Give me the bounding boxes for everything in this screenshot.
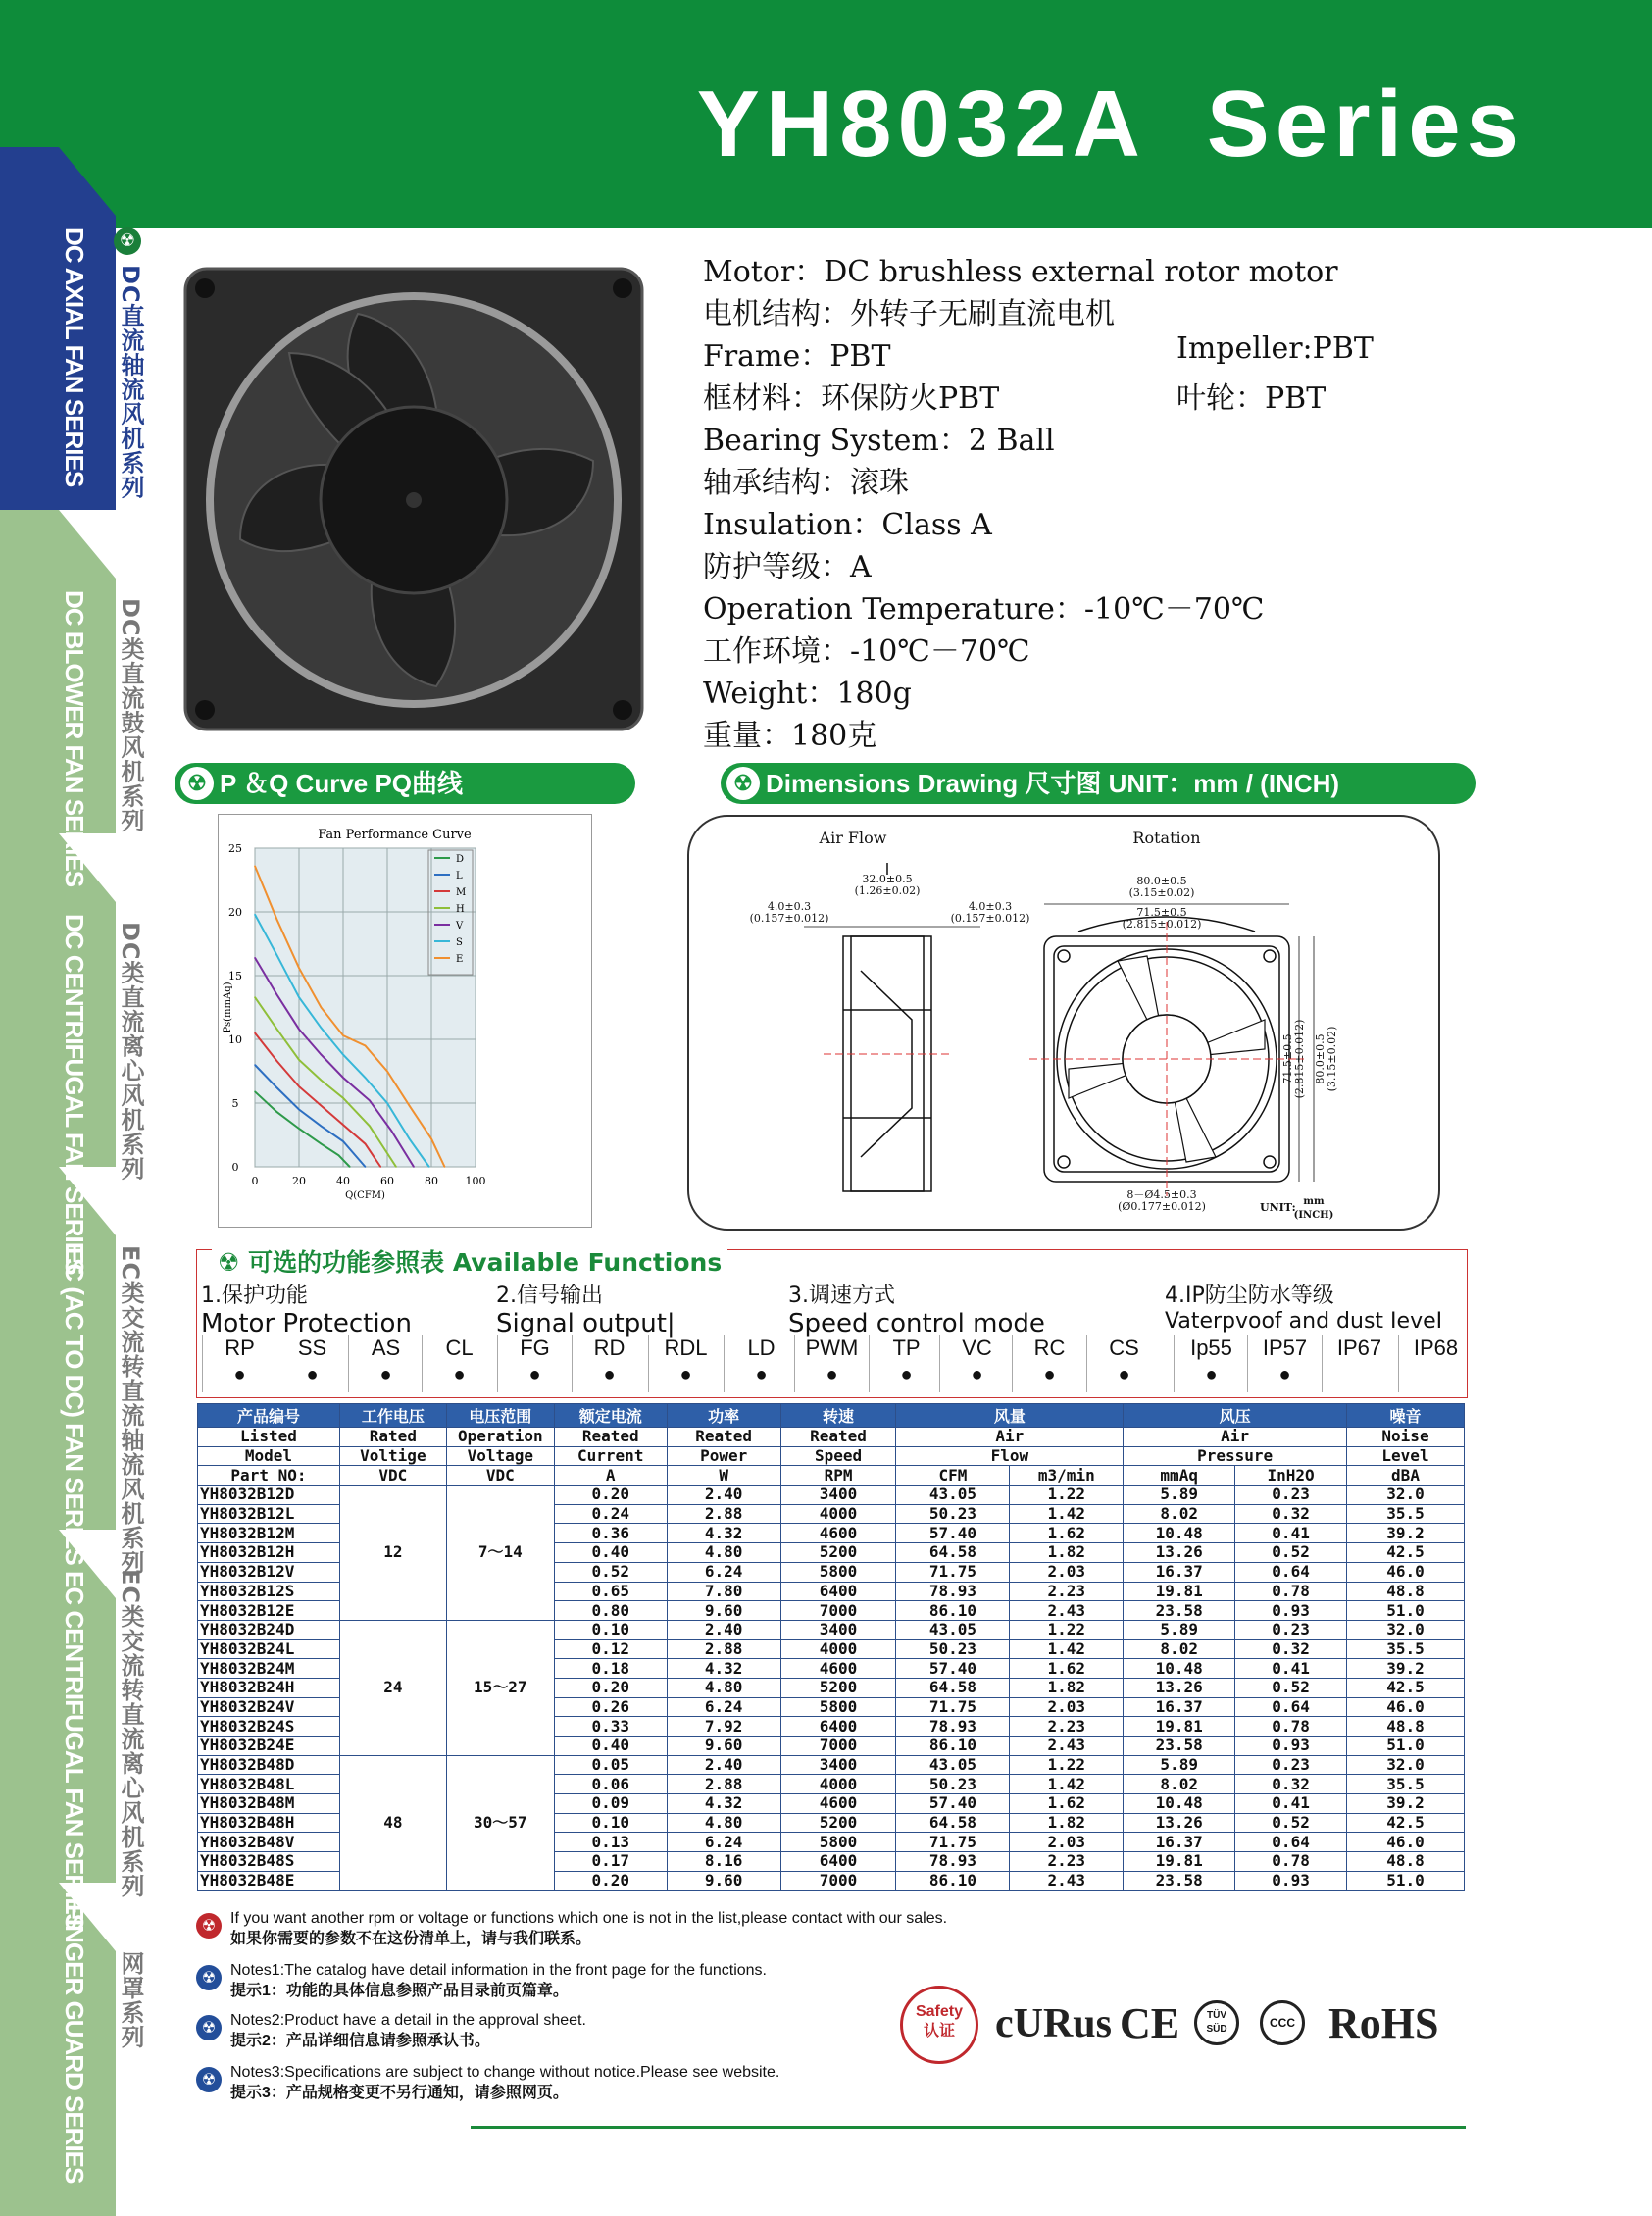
- availability-dot: ●: [1205, 1364, 1218, 1385]
- width-dim-in: (3.15±0.02): [1128, 886, 1195, 899]
- height-dim: 80.0±0.5: [1314, 1033, 1327, 1084]
- spec-temperature-cn: 工作环境：-10℃－70℃: [703, 634, 1030, 669]
- data-point-M: [379, 1166, 381, 1168]
- function-category-speed: 3.调速方式 Speed control mode: [788, 1284, 1045, 1338]
- spec-impeller-cn: 叶轮：PBT: [1176, 381, 1327, 416]
- data-point-H: [298, 1059, 300, 1061]
- table-row: YH8032B24E 0.40 9.60 7000 86.10 2.43 23.58 0.93 51.0: [198, 1737, 1465, 1756]
- data-point-S: [428, 1166, 430, 1168]
- data-point-V: [276, 994, 278, 996]
- legend-label-S: S: [456, 937, 463, 948]
- legend-label-H: H: [456, 904, 465, 915]
- availability-dot: ●: [1118, 1364, 1130, 1385]
- data-point-E: [409, 1105, 411, 1107]
- x-tick-label: 60: [380, 1175, 394, 1187]
- data-point-L: [276, 1087, 278, 1089]
- spec-weight: Weight：180g: [703, 677, 912, 711]
- legend-label-M: M: [456, 887, 467, 898]
- unit-label: UNIT:: [1260, 1201, 1296, 1214]
- data-point-V: [413, 1166, 415, 1168]
- flange-right-dim: 4.0±0.3: [968, 900, 1013, 913]
- availability-dot: ●: [528, 1364, 541, 1385]
- spec-frame: Frame：PBT: [703, 339, 891, 374]
- function-category-ip: 4.IP防尘防水等级 Vaterpvoof and dust IeveI: [1165, 1284, 1443, 1334]
- availability-dot: ●: [900, 1364, 913, 1385]
- table-row: YH8032B12D 12 7～14 0.20 2.40 3400 43.05 1.22 5.89 0.23 32.0: [198, 1486, 1465, 1505]
- data-point-D: [276, 1111, 278, 1113]
- y-tick-label: 15: [228, 970, 242, 982]
- function-code-14: IP57 ●: [1247, 1335, 1322, 1392]
- chart-title: Fan Performance Curve: [318, 828, 472, 842]
- function-code-0: RP ●: [202, 1335, 276, 1392]
- note-1: Notes1:The catalog have detail information in the front page for the functions. 提示1：功能的具体信息参照产品目录前页篇章。: [230, 1962, 767, 1999]
- table-row: YH8032B48S 0.17 8.16 6400 78.93 2.23 19.81 0.78 48.8: [198, 1852, 1465, 1872]
- dimensions-drawing: [686, 814, 1441, 1232]
- radiation-icon: ☢: [218, 1248, 240, 1277]
- radiation-icon: ☢: [726, 767, 760, 800]
- spec-table: 产品编号 工作电压 电压范围 额定电流 功率 转速 风量 风压 噪音 Listed Rated Operation Reated Reated Reated Air Air Noise Model Voltige Voltage Current Power Speed Flow Pressure Level Part NO: VDC VDC A W RPM CFM m3/min mmAq InH2O dBA YH8032B12D 12 7～14 0.20 2.40 3400 43.05 1.22 5.89 0.23 32.0 YH8032B12L 0.24 2.88 4000 50.23 1.42 8.02 0.32 35.5 YH8032B12M 0.36 4.32 4600 57.40 1.62 10.48 0.41 39.2 YH8032B12H 0.40 4.80 5200 64.58 1.82 13.26 0.52 42.5 YH8032B12V 0.52 6.24 5800 71.75 2.03 16.37 0.64 46.0 YH8032B12S 0.65 7.80 6400 78.93 2.23 19.81 0.78 48.8 YH8032B12E 0.80 9.60 7000 86.10 2.43 23.58 0.93 51.0 YH8032B24D 24 15～27 0.10 2.40 3400 43.05 1.22 5.89 0.23 32.0 YH8032B24L 0.12 2.88 4000 50.23 1.42 8.02 0.32 35.5 YH8032B24M 0.18 4.32 4600 57.40 1.62 10.48 0.41 39.2 YH8032B24H 0.20 4.80 5200 64.58 1.82 13.26 0.52 42.5 YH8032B24V 0.26 6.24 5800 71.75 2.03 16.37 0.64 46.0 YH8032B24S 0.33 7.92 6400 78.93 2.23 19.81 0.78 48.8 YH8032B24E 0.40 9.60 7000 86.10 2.43 23.58 0.93 51.0 YH8032B48D 48 30～57 0.05 2.40 3400 43.05 1.22 5.89 0.23 32.0 YH8032B48L 0.06 2.88 4000 50.23 1.42 8.02 0.32 35.5 YH8032B48M 0.09 4.32 4600 57.40 1.62 10.48 0.41 39.2 YH8032B48H 0.10 4.80 5200 64.58 1.82 13.26 0.52 42.5 YH8032B48V 0.13 6.24 5800 71.75 2.03 16.37 0.64 46.0 YH8032B48S 0.17 8.16 6400 78.93 2.23 19.81 0.78 48.8 YH8032B48E 0.20 9.60 7000 86.10 2.43 23.58 0.93 51.0: [197, 1403, 1465, 1891]
- data-point-V: [298, 1029, 300, 1031]
- spec-bearing-cn: 轴承结构：滚珠: [703, 466, 909, 500]
- function-code-6: RDL ●: [648, 1335, 723, 1392]
- table-row: YH8032B48D 48 30～57 0.05 2.40 3400 43.05 1.22 5.89 0.23 32.0: [198, 1755, 1465, 1775]
- data-point-S: [276, 954, 278, 956]
- spec-insulation-cn: 防护等级：A: [703, 550, 872, 584]
- data-point-E: [386, 1071, 388, 1073]
- sidebar-item-ec-centrifugal[interactable]: EC CENTRIFUGAL FAN SERIES EC类交流转直流离心风机系列: [60, 1569, 144, 1931]
- ccc-cert-logo: CCC: [1260, 2000, 1305, 2045]
- data-point-E: [254, 865, 256, 867]
- spec-temperature: Operation Temperature：-10℃－70℃: [703, 592, 1265, 627]
- thickness-dim-in: (1.26±0.02): [854, 884, 921, 897]
- functions-title: ☢ 可选的功能参照表 Available Functions: [212, 1243, 727, 1279]
- availability-dot: ●: [755, 1364, 768, 1385]
- data-point-M: [254, 1032, 256, 1034]
- holes-dim-in: (Ø0.177±0.012): [1118, 1200, 1206, 1213]
- table-row: YH8032B24D 24 15～27 0.10 2.40 3400 43.05 1.22 5.89 0.23 32.0: [198, 1620, 1465, 1639]
- x-axis-label: Q(CFM): [345, 1190, 385, 1201]
- table-row: YH8032B24H 0.20 4.80 5200 64.58 1.82 13.26 0.52 42.5: [198, 1678, 1465, 1697]
- function-code-13: Ip55 ●: [1174, 1335, 1248, 1392]
- data-point-S: [386, 1102, 388, 1104]
- function-code-10: VC ●: [939, 1335, 1014, 1392]
- table-row: YH8032B48V 0.13 6.24 5800 71.75 2.03 16.37 0.64 46.0: [198, 1833, 1465, 1852]
- plot-area: [255, 848, 476, 1167]
- data-point-M: [342, 1124, 344, 1126]
- availability-dot: ●: [306, 1364, 319, 1385]
- height-pitch-dim: 71.5±0.5: [1281, 1033, 1294, 1084]
- radiation-icon: ☢: [196, 2067, 222, 2092]
- availability-dot: ●: [603, 1364, 616, 1385]
- function-code-3: CL ●: [422, 1335, 496, 1392]
- radiation-icon: ☢: [196, 1913, 222, 1939]
- function-code-7: LD ●: [724, 1335, 798, 1392]
- availability-dot: ●: [826, 1364, 838, 1385]
- unit-inch: (INCH): [1293, 1210, 1334, 1221]
- spec-motor-cn: 电机结构：外转子无刷直流电机: [703, 297, 1115, 331]
- sidebar-item-dc-centrifugal[interactable]: DC CENTRIFUGAL FAN SERIES DC类直流离心风机系列: [60, 914, 144, 1275]
- data-point-V: [321, 1054, 323, 1056]
- spec-insulation: Insulation：Class A: [703, 508, 992, 542]
- data-point-L: [365, 1166, 367, 1168]
- radiation-icon: ☢: [114, 227, 141, 255]
- note-3: Notes3:Specifications are subject to change without notice.Please see website. 提示3：产品规格变更不另行通知，请参照网页。: [230, 2064, 780, 2101]
- data-point-M: [276, 1060, 278, 1062]
- data-point-L: [342, 1140, 344, 1142]
- data-point-D: [349, 1166, 351, 1168]
- spec-weight-cn: 重量：180克: [703, 719, 877, 753]
- spec-motor: Motor：DC brushless external rotor motor: [703, 255, 1338, 289]
- data-point-S: [254, 914, 256, 916]
- legend-label-E: E: [456, 954, 464, 965]
- data-point-H: [395, 1166, 397, 1168]
- data-point-S: [298, 996, 300, 998]
- hole-pitch-dim: 71.5±0.5: [1136, 906, 1187, 919]
- function-code-4: FG ●: [497, 1335, 572, 1392]
- data-point-D: [321, 1143, 323, 1145]
- table-row: YH8032B12H 0.40 4.80 5200 64.58 1.82 13.26 0.52 42.5: [198, 1543, 1465, 1563]
- data-point-E: [298, 967, 300, 969]
- data-point-E: [430, 1138, 432, 1140]
- flange-left-dim-in: (0.157±0.012): [749, 912, 829, 925]
- sidebar-item-dc-axial[interactable]: DC AXIAL FAN SERIES ☢ DC直流轴流风机系列: [60, 227, 144, 500]
- dimensions-section-heading: ☢ Dimensions Drawing 尺寸图 UNIT：mm / (INCH): [721, 763, 1476, 804]
- function-code-2: AS ●: [348, 1335, 423, 1392]
- data-point-E: [444, 1166, 446, 1168]
- table-row: YH8032B12L 0.24 2.88 4000 50.23 1.42 8.02 0.32 35.5: [198, 1504, 1465, 1524]
- rotation-label: Rotation: [1132, 829, 1201, 847]
- data-point-S: [321, 1028, 323, 1030]
- availability-dot: ●: [233, 1364, 246, 1385]
- height-dim-in: (3.15±0.02): [1326, 1026, 1338, 1092]
- table-row: YH8032B48M 0.09 4.32 4600 57.40 1.62 10.48 0.41 39.2: [198, 1794, 1465, 1814]
- pq-chart: [218, 814, 590, 1226]
- function-code-12: CS ●: [1086, 1335, 1161, 1392]
- thickness-dim: 32.0±0.5: [862, 873, 913, 885]
- data-point-D: [338, 1155, 340, 1157]
- footer-divider: [471, 2126, 1466, 2129]
- data-point-S: [342, 1054, 344, 1056]
- pq-section-heading: ☢ P ＆Q Curve PQ曲线: [175, 763, 635, 804]
- function-code-15: IP67: [1322, 1335, 1396, 1392]
- table-row: YH8032B48L 0.06 2.88 4000 50.23 1.42 8.02 0.32 35.5: [198, 1775, 1465, 1794]
- data-point-L: [254, 1064, 256, 1066]
- rohs-cert-logo: RoHS: [1328, 1999, 1439, 2047]
- flange-right-dim-in: (0.157±0.012): [950, 912, 1030, 925]
- function-code-11: RC ●: [1012, 1335, 1086, 1392]
- spec-bearing: Bearing System：2 Ball: [703, 424, 1055, 458]
- sidebar-item-finger-guard[interactable]: FINGER GUARD SERIES 网罩系列: [60, 1904, 144, 2184]
- data-point-H: [254, 996, 256, 998]
- table-row: YH8032B24M 0.18 4.32 4600 57.40 1.62 10.48 0.41 39.2: [198, 1659, 1465, 1679]
- holes-dim: 8－Ø4.5±0.3: [1126, 1188, 1197, 1201]
- y-tick-label: 5: [231, 1097, 239, 1110]
- note-contact: If you want another rpm or voltage or functions which one is not in the list,please contact with our sales. 如果你需要的参数不在这份清单上，请与我们联系。: [230, 1910, 948, 1947]
- unit-mm: mm: [1303, 1196, 1325, 1207]
- data-point-E: [321, 1007, 323, 1009]
- availability-dot: ●: [1278, 1364, 1291, 1385]
- data-point-E: [276, 919, 278, 921]
- data-point-E: [342, 1034, 344, 1036]
- data-point-V: [342, 1077, 344, 1079]
- table-row: YH8032B12E 0.80 9.60 7000 86.10 2.43 23.58 0.93 51.0: [198, 1601, 1465, 1621]
- y-tick-label: 10: [228, 1033, 242, 1046]
- data-point-S: [409, 1138, 411, 1140]
- y-tick-label: 20: [228, 906, 242, 919]
- radiation-icon: ☢: [196, 1965, 222, 1990]
- data-point-H: [276, 1029, 278, 1031]
- table-row: YH8032B48H 0.10 4.80 5200 64.58 1.82 13.26 0.52 42.5: [198, 1813, 1465, 1833]
- note-2: Notes2:Product have a detail in the approval sheet. 提示2：产品详细信息请参照承认书。: [230, 2012, 586, 2049]
- ce-cert-logo: CE: [1120, 1999, 1180, 2047]
- radiation-icon: ☢: [180, 767, 214, 800]
- data-point-D: [298, 1128, 300, 1130]
- legend-label-D: D: [456, 854, 465, 865]
- width-dim: 80.0±0.5: [1136, 875, 1187, 887]
- air-flow-label: Air Flow: [819, 829, 887, 847]
- x-tick-label: 0: [251, 1175, 259, 1187]
- data-point-V: [391, 1131, 393, 1133]
- radiation-icon: ☢: [196, 2015, 222, 2040]
- tuv-cert-logo: TÜV SÜD: [1194, 2000, 1239, 2045]
- data-point-V: [254, 957, 256, 959]
- table-row: YH8032B24L 0.12 2.88 4000 50.23 1.42 8.02 0.32 35.5: [198, 1639, 1465, 1659]
- function-category-protection: 1.保护功能 Motor Protection: [201, 1284, 412, 1338]
- availability-dot: ●: [453, 1364, 466, 1385]
- function-code-8: PWM ●: [794, 1335, 869, 1392]
- table-row: YH8032B24S 0.33 7.92 6400 78.93 2.23 19.81 0.78 48.8: [198, 1717, 1465, 1737]
- table-row: YH8032B12M 0.36 4.32 4600 57.40 1.62 10.48 0.41 39.2: [198, 1524, 1465, 1543]
- table-row: YH8032B24V 0.26 6.24 5800 71.75 2.03 16.37 0.64 46.0: [198, 1697, 1465, 1717]
- availability-dot: ●: [679, 1364, 692, 1385]
- table-row: YH8032B48E 0.20 9.60 7000 86.10 2.43 23.58 0.93 51.0: [198, 1871, 1465, 1890]
- data-point-H: [342, 1097, 344, 1099]
- function-code-1: SS ●: [275, 1335, 349, 1392]
- sidebar-item-ec-ac-to-dc[interactable]: EC (AC TO DC) FAN SERIES EC类交流转直流轴流风机系列: [60, 1245, 144, 1576]
- x-tick-label: 40: [336, 1175, 350, 1187]
- data-point-E: [365, 1045, 367, 1047]
- spec-impeller: Impeller:PBT: [1176, 331, 1374, 366]
- y-tick-label: 0: [231, 1161, 239, 1174]
- table-row: YH8032B12S 0.65 7.80 6400 78.93 2.23 19.81 0.78 48.8: [198, 1582, 1465, 1601]
- table-row: YH8032B12V 0.52 6.24 5800 71.75 2.03 16.37 0.64 46.0: [198, 1562, 1465, 1582]
- data-point-M: [298, 1085, 300, 1087]
- x-tick-label: 80: [425, 1175, 438, 1187]
- function-code-16: IP68: [1398, 1335, 1473, 1392]
- data-point-H: [321, 1080, 323, 1082]
- y-axis-label: Ps(mmAq): [223, 982, 233, 1033]
- legend-label-L: L: [456, 871, 463, 881]
- sidebar-item-dc-blower[interactable]: DC BLOWER FAN SERIES DC类直流鼓风机系列: [60, 590, 144, 887]
- ul-cert-logo: cURus: [995, 2001, 1113, 2046]
- data-point-M: [321, 1105, 323, 1107]
- function-code-9: TP ●: [869, 1335, 943, 1392]
- height-pitch-dim-in: (2.815±0.012): [1293, 1019, 1306, 1099]
- x-tick-label: 100: [465, 1175, 486, 1187]
- y-tick-label: 25: [228, 842, 242, 855]
- data-point-H: [369, 1126, 371, 1128]
- data-point-V: [369, 1100, 371, 1102]
- hole-pitch-dim-in: (2.815±0.012): [1122, 918, 1202, 931]
- spec-frame-cn: 框材料：环保防火PBT: [703, 381, 1000, 416]
- data-point-M: [365, 1143, 367, 1145]
- function-code-5: RD ●: [572, 1335, 646, 1392]
- safety-cert-badge: Safety 认证: [900, 1986, 978, 2064]
- data-point-L: [298, 1109, 300, 1111]
- data-point-L: [321, 1126, 323, 1128]
- availability-dot: ●: [971, 1364, 983, 1385]
- availability-dot: ●: [379, 1364, 392, 1385]
- fan-photo: [181, 265, 647, 735]
- availability-dot: ●: [1043, 1364, 1056, 1385]
- legend-label-V: V: [456, 921, 464, 932]
- function-category-signal: 2.信号输出 Signal output|: [496, 1284, 676, 1338]
- data-point-S: [365, 1077, 367, 1079]
- x-tick-label: 20: [292, 1175, 306, 1187]
- flange-left-dim: 4.0±0.3: [767, 900, 812, 913]
- page-title: YH8032A Series: [696, 72, 1525, 176]
- data-point-D: [254, 1091, 256, 1093]
